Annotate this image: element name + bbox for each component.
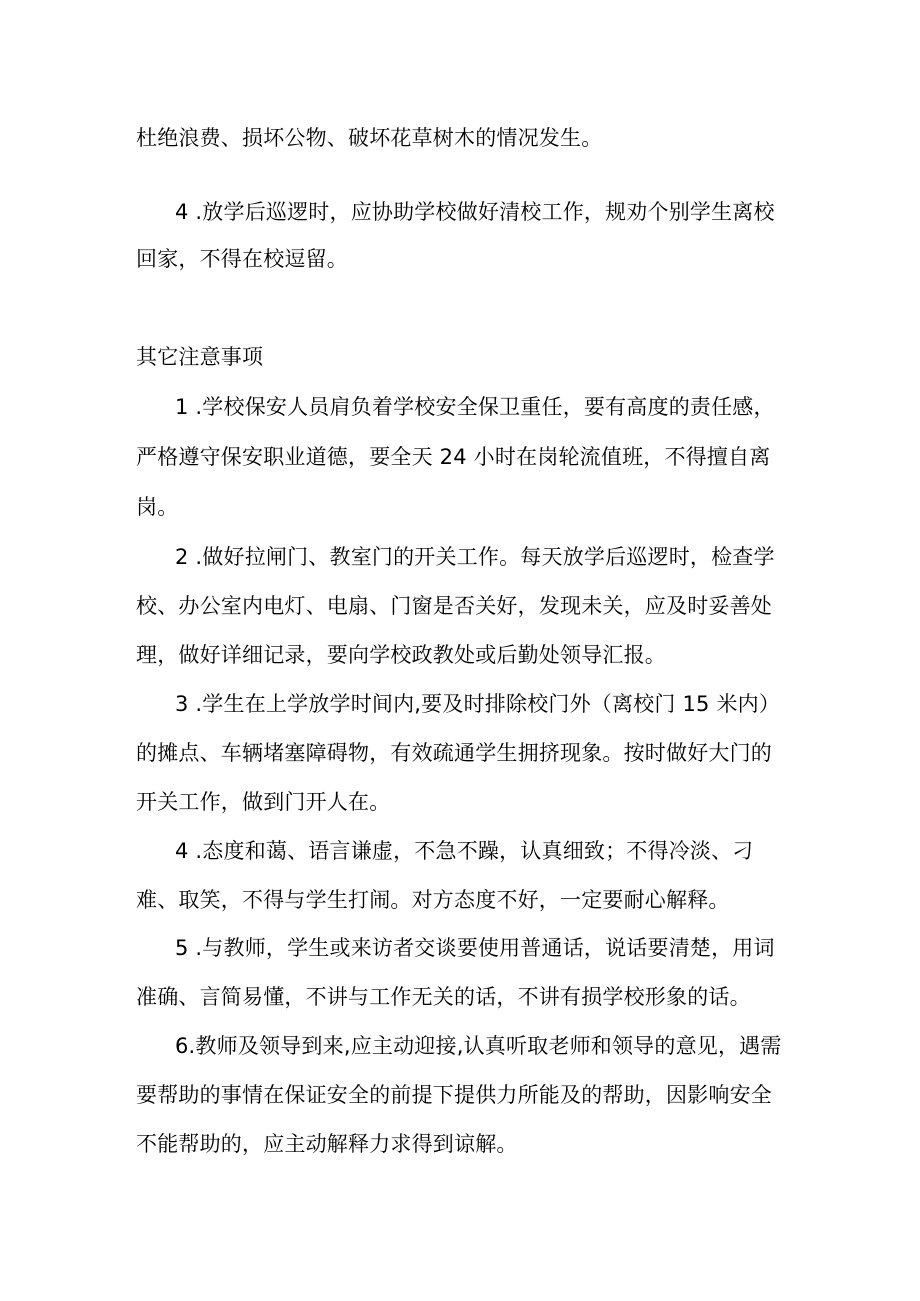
paragraph-line: 要帮助的事情在保证安全的前提下提供力所能及的帮助，因影响安全: [136, 1083, 772, 1107]
paragraph-line: 回家，不得在校逗留。: [136, 247, 348, 271]
paragraph-line: 的摊点、车辆堵塞障碍物，有效疏通学生拥挤现象。按时做好大门的: [136, 741, 772, 765]
paragraph-line: 6.教师及领导到来,应主动迎接,认真听取老师和领导的意见，遇需: [175, 1034, 782, 1058]
paragraph-line: 不能帮助的，应主动解释力求得到谅解。: [136, 1132, 518, 1156]
paragraph-line: 3 .学生在上学放学时间内,要及时排除校门外（离校门 15 米内）: [175, 692, 781, 716]
paragraph-line: 2 .做好拉闸门、教室门的开关工作。每天放学后巡逻时，检查学: [175, 545, 775, 569]
paragraph-line: 校、办公室内电灯、电扇、门窗是否关好，发现未关，应及时妥善处: [136, 594, 772, 618]
paragraph-line: 理，做好详细记录，要向学校政教处或后勤处领导汇报。: [136, 643, 666, 667]
paragraph-line: 杜绝浪费、损坏公物、破坏花草树木的情况发生。: [136, 126, 603, 150]
paragraph-line: 难、取笑，不得与学生打闹。对方态度不好，一定要耐心解释。: [136, 888, 730, 912]
paragraph-line: 1 .学校保安人员肩负着学校安全保卫重任，要有高度的责任感，: [175, 395, 775, 419]
paragraph-line: 严格遵守保安职业道德，要全天 24 小时在岗轮流值班，不得擅自离: [136, 445, 771, 469]
paragraph-line: 岗。: [136, 495, 179, 519]
paragraph-line: 4 .态度和蔼、语言谦虚，不急不躁，认真细致；不得冷淡、刁: [175, 839, 754, 863]
paragraph-line: 准确、言简易懂，不讲与工作无关的话，不讲有损学校形象的话。: [136, 985, 751, 1009]
paragraph-line: 4 .放学后巡逻时，应协助学校做好清校工作，规劝个别学生离校: [175, 200, 775, 224]
paragraph-line: 开关工作，做到门开人在。: [136, 790, 391, 814]
paragraph-line: 5 .与教师，学生或来访者交谈要使用普通话，说话要清楚，用词: [175, 936, 775, 960]
section-title: 其它注意事项: [136, 345, 264, 369]
